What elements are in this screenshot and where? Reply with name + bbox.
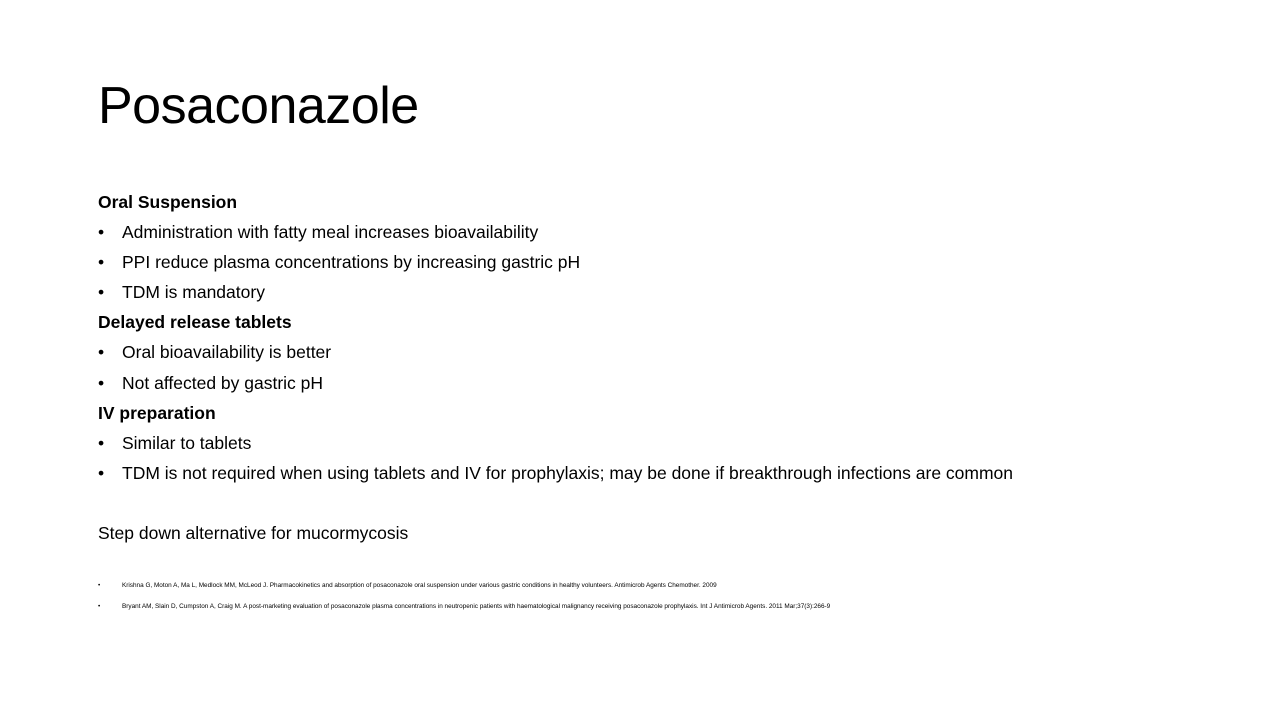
bullet-icon: • (98, 342, 105, 363)
section-heading-oral-suspension: Oral Suspension (98, 192, 238, 212)
bullet-text: Administration with fatty meal increases bioavailability (122, 222, 539, 243)
bullet-item (98, 368, 1198, 398)
reference-text: Bryant AM, Slain D, Cumpston A, Craig M. A post-marketing evaluation of posaconazole plasma concentrations in neutropenic patients with haematological malignancy receiving posaconazole prophylaxis. Int J Antimicrob Agents. 2011 Mar;37(3):266-9 (122, 603, 831, 610)
bullet-icon: • (98, 582, 101, 589)
reference-text: Krishna G, Moton A, Ma L, Medlock MM, McLeod J. Pharmacokinetics and absorption of posaconazole oral suspension under various gastric conditions in healthy volunteers. Antimicrob Agents Chemother. 2009 (122, 582, 717, 589)
bullet-icon: • (98, 282, 105, 303)
bullet-icon: • (98, 252, 105, 273)
bullet-item (98, 428, 1198, 458)
bullet-text: PPI reduce plasma concentrations by increasing gastric pH (122, 252, 581, 273)
bullet-icon: • (98, 603, 101, 610)
bullet-text: Oral bioavailability is better (122, 342, 332, 363)
bullet-item (98, 247, 1198, 277)
spacer (98, 488, 1198, 518)
bullet-icon: • (98, 432, 105, 453)
slide-title: Posaconazole (98, 77, 419, 135)
bullet-text: TDM is mandatory (122, 282, 265, 303)
slide-note: Step down alternative for mucormycosis (98, 522, 409, 543)
bullet-item (98, 217, 1198, 247)
references (98, 578, 1198, 620)
bullet-text: Similar to tablets (122, 432, 252, 453)
reference-item (98, 578, 1198, 599)
bullet-item (98, 277, 1198, 307)
bullet-icon: • (98, 462, 105, 483)
bullet-text: TDM is not required when using tablets and IV for prophylaxis; may be done if breakthrough infections are common (122, 462, 1014, 483)
bullet-item (98, 337, 1198, 367)
bullet-icon: • (98, 222, 105, 243)
bullet-icon: • (98, 372, 105, 393)
slide-body (98, 187, 1198, 548)
reference-item (98, 599, 1198, 620)
section-heading-delayed-release-tablets: Delayed release tablets (98, 312, 292, 333)
section-heading-iv-preparation: IV preparation (98, 402, 216, 423)
bullet-text: Not affected by gastric pH (122, 372, 324, 393)
bullet-item (98, 458, 1198, 488)
